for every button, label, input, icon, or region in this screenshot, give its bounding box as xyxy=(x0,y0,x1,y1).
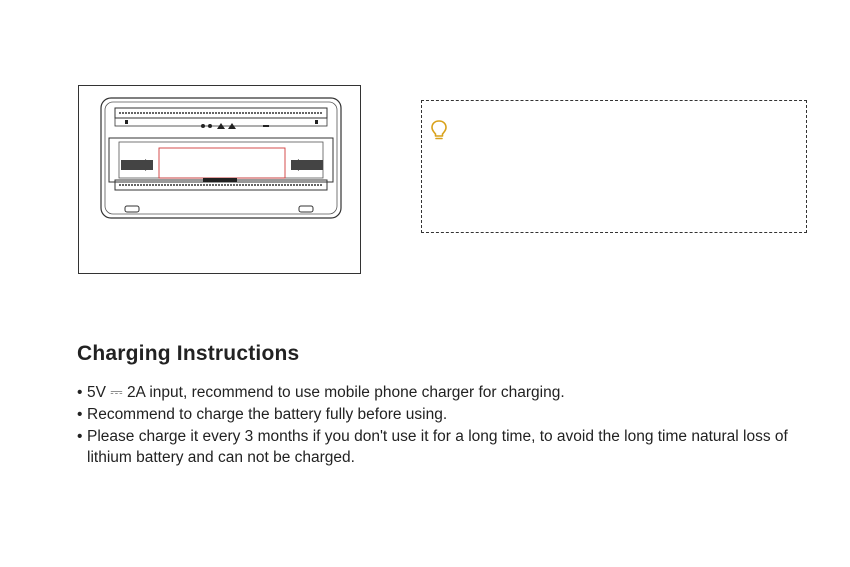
tip-box xyxy=(421,100,807,233)
printer-open-diagram-icon xyxy=(79,86,362,275)
list-item: • 5V ⎓ 2A input, recommend to use mobile phone charger for charging. xyxy=(77,382,817,403)
list-item: • Recommend to charge the battery fully before using. xyxy=(77,404,817,425)
section-title: Charging Instructions xyxy=(77,342,300,365)
charging-instructions-list xyxy=(77,382,817,469)
lightbulb-icon xyxy=(430,119,448,146)
printer-figure xyxy=(78,85,361,274)
list-item: • Please charge it every 3 months if you don't use it for a long time, to avoid the long time natural loss of lithium battery and can not be charged. xyxy=(77,426,817,468)
